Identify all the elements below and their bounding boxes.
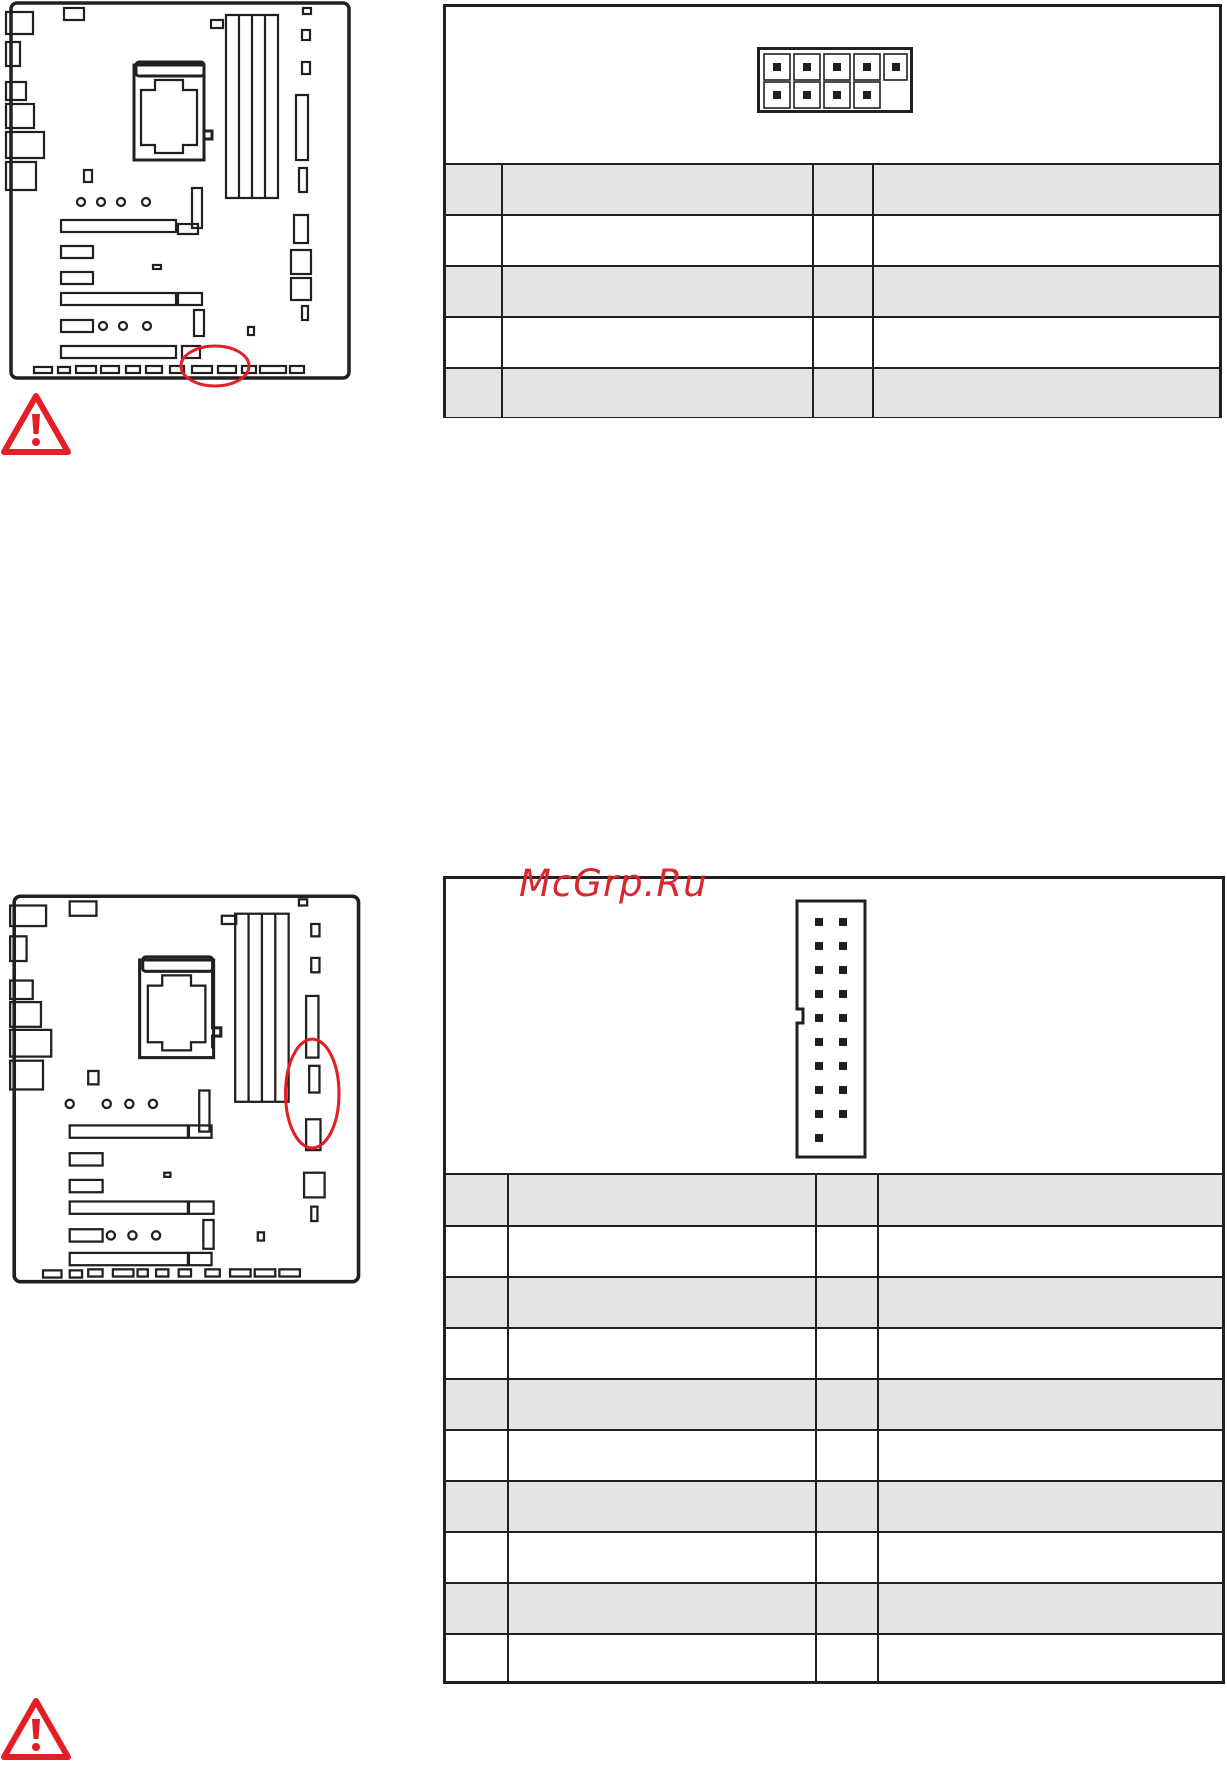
table-cell xyxy=(878,1583,1222,1634)
motherboard-diagram-2 xyxy=(6,893,376,1325)
table-cell xyxy=(813,215,873,266)
table-cell xyxy=(878,1634,1222,1683)
warning-icon xyxy=(0,1697,72,1761)
table-cell xyxy=(878,1481,1222,1532)
table-cell xyxy=(878,1379,1222,1430)
table-cell xyxy=(878,1430,1222,1481)
table-cell xyxy=(502,317,813,368)
watermark: McGrp.Ru xyxy=(519,862,708,905)
table-cell xyxy=(816,1481,878,1532)
table-cell xyxy=(508,1379,816,1430)
table-cell xyxy=(816,1430,878,1481)
table-cell xyxy=(446,1583,508,1634)
signal-header-cell xyxy=(878,1175,1222,1226)
pin-header-2x10 xyxy=(795,899,869,1161)
table-cell xyxy=(813,317,873,368)
table-cell xyxy=(446,215,502,266)
table-cell xyxy=(873,368,1219,417)
table-cell xyxy=(446,1379,508,1430)
table-cell xyxy=(508,1583,816,1634)
table-cell xyxy=(446,1481,508,1532)
table-cell xyxy=(813,266,873,317)
table-cell xyxy=(446,1430,508,1481)
signal-header-cell xyxy=(873,165,1219,215)
table-cell xyxy=(816,1379,878,1430)
pin-table-2 xyxy=(443,876,1225,1684)
pin-header-cell xyxy=(446,165,502,215)
table-cell xyxy=(816,1328,878,1379)
table-cell xyxy=(446,1634,508,1683)
table-cell xyxy=(508,1277,816,1328)
signal-header-cell xyxy=(508,1175,816,1226)
table-cell xyxy=(878,1226,1222,1277)
table-cell xyxy=(508,1634,816,1683)
table-cell xyxy=(816,1226,878,1277)
table-cell xyxy=(446,1532,508,1583)
pin-header-cell xyxy=(446,1175,508,1226)
pin-header-2x5 xyxy=(757,47,917,115)
pin-header-cell xyxy=(813,165,873,215)
table-cell xyxy=(508,1430,816,1481)
table-cell xyxy=(446,317,502,368)
table-cell xyxy=(816,1532,878,1583)
signal-header-cell xyxy=(502,165,813,215)
table-cell xyxy=(878,1532,1222,1583)
table-cell xyxy=(873,317,1219,368)
table-cell xyxy=(502,266,813,317)
table-cell xyxy=(816,1583,878,1634)
table-cell xyxy=(878,1277,1222,1328)
pin-header-cell xyxy=(816,1175,878,1226)
pin-header-diagram-1 xyxy=(446,7,1219,165)
table-cell xyxy=(508,1481,816,1532)
table-cell xyxy=(873,215,1219,266)
table-cell xyxy=(816,1277,878,1328)
table-cell xyxy=(508,1328,816,1379)
table-cell xyxy=(446,1328,508,1379)
table-cell xyxy=(813,368,873,417)
table-cell xyxy=(508,1532,816,1583)
table-cell xyxy=(502,368,813,417)
pin-table-1 xyxy=(443,4,1222,418)
table-cell xyxy=(816,1634,878,1683)
table-cell xyxy=(508,1226,816,1277)
table-cell xyxy=(873,266,1219,317)
table-cell xyxy=(446,266,502,317)
table-cell xyxy=(446,1277,508,1328)
motherboard-diagram-1 xyxy=(6,0,366,385)
warning-icon xyxy=(0,392,72,456)
table-cell xyxy=(502,215,813,266)
table-cell xyxy=(446,368,502,417)
table-cell xyxy=(446,1226,508,1277)
pin-header-diagram-2 xyxy=(446,879,1222,1175)
table-cell xyxy=(878,1328,1222,1379)
